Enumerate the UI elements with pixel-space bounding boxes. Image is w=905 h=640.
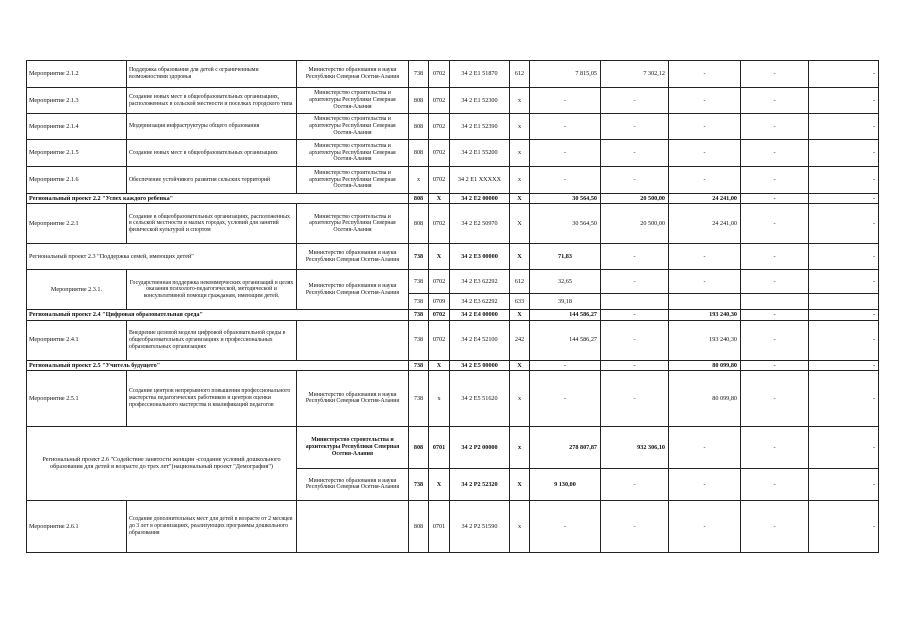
- year4-value: -: [741, 426, 809, 468]
- year2-value: -: [601, 500, 669, 552]
- row-name: Мероприятие 2.1.2: [27, 61, 127, 88]
- expense-type: 242: [510, 320, 530, 360]
- table-row: [27, 320, 879, 360]
- table-row: [27, 270, 879, 294]
- row-description: Создание дополнительных мест для детей в возрасте от 2 месяцев до 3 лет в организациях, реализующих программы дошкольного образования: [127, 500, 297, 552]
- row-description: Создание новых мест в общеобразовательных организациях: [127, 140, 297, 167]
- target-article: 34 2 Е1 52390: [450, 114, 510, 140]
- section-code: 0702: [429, 320, 450, 360]
- year4-value: -: [741, 320, 809, 360]
- row-name: Мероприятие 2.1.4: [27, 114, 127, 140]
- row-organization: Министерство строительства и архитектуры Республики Северная Осетия-Алания: [297, 426, 409, 468]
- section-code: 0702: [429, 167, 450, 194]
- year5-value: -: [809, 204, 879, 244]
- year1-value: 30 564,50: [530, 204, 601, 244]
- year2-value: 20 500,00: [601, 204, 669, 244]
- project-name: Региональный проект 2.3 "Поддержка семей, имеющих детей": [27, 244, 297, 270]
- year4-value: -: [741, 468, 809, 500]
- budget-table: [26, 60, 879, 553]
- year2-value: -: [601, 310, 669, 320]
- year4-value: -: [741, 167, 809, 194]
- year5-value: -: [809, 500, 879, 552]
- year4-value: -: [741, 360, 809, 370]
- year3-value: -: [669, 140, 741, 167]
- expense-type: Х: [510, 310, 530, 320]
- table-row: [27, 140, 879, 167]
- section-code: Х: [429, 194, 450, 204]
- year2-value: -: [601, 360, 669, 370]
- year3-value: 80 099,80: [669, 370, 741, 426]
- section-code: 0702: [429, 88, 450, 114]
- section-code: Х: [429, 468, 450, 500]
- project-row: [27, 244, 879, 270]
- row-organization: [297, 500, 409, 552]
- year1-value: 278 807,87: [530, 426, 601, 468]
- year1-value: 39,18: [530, 294, 601, 310]
- expense-type: х: [510, 426, 530, 468]
- year1-value: -: [530, 500, 601, 552]
- table-row: [27, 204, 879, 244]
- year2-value: 932 306,10: [601, 426, 669, 468]
- table-row: [27, 114, 879, 140]
- grbs-code: 738: [409, 468, 429, 500]
- row-name: Мероприятие 2.6.1: [27, 500, 127, 552]
- year4-value: -: [741, 140, 809, 167]
- year5-value: -: [809, 360, 879, 370]
- row-description: Создание новых мест в общеобразовательных организациях, расположенных в сельской местности и поселках городского типа: [127, 88, 297, 114]
- grbs-code: 808: [409, 194, 429, 204]
- year4-value: -: [741, 194, 809, 204]
- project-name: Региональный проект 2.6 "Содействие занятости женщин -создание условий дошкольного образования для детей в возрасте до трех лет"(национальный проект "Демография"): [27, 426, 297, 500]
- year3-value: -: [669, 61, 741, 88]
- row-name: Мероприятие 2.1.3: [27, 88, 127, 114]
- year1-value: -: [530, 370, 601, 426]
- expense-type: 612: [510, 270, 530, 294]
- year2-value: 7 302,12: [601, 61, 669, 88]
- year3-value: -: [669, 114, 741, 140]
- row-name: Мероприятие 2.1.5: [27, 140, 127, 167]
- year1-value: -: [530, 140, 601, 167]
- expense-type: х: [510, 370, 530, 426]
- section-code: 0702: [429, 61, 450, 88]
- target-article: 34 2 Р2 52320: [450, 468, 510, 500]
- row-organization: Министерство строительства и архитектуры Республики Северная Осетия-Алания: [297, 114, 409, 140]
- row-description: Создание центров непрерывного повышения профессионального мастерства педагогических работников и центров оценки профессионального мастерства и квалификаций педагогов: [127, 370, 297, 426]
- row-organization: [297, 320, 409, 360]
- grbs-code: 738: [409, 320, 429, 360]
- year2-value: -: [601, 88, 669, 114]
- section-code: Х: [429, 244, 450, 270]
- year4-value: -: [741, 244, 809, 270]
- row-name: Мероприятие 2.5.1: [27, 370, 127, 426]
- year3-value: 24 241,00: [669, 194, 741, 204]
- year2-value: -: [601, 320, 669, 360]
- row-description: Модернизация инфраструктуры общего образования: [127, 114, 297, 140]
- expense-type: х: [510, 140, 530, 167]
- project-row: [27, 310, 879, 320]
- expense-type: 612: [510, 61, 530, 88]
- table-row: [27, 500, 879, 552]
- target-article: 34 2 Е1 ХХХХХ: [450, 167, 510, 194]
- target-article: 34 2 Р2 00000: [450, 426, 510, 468]
- target-article: 34 2 Е5 00000: [450, 360, 510, 370]
- year4-value: -: [741, 310, 809, 320]
- grbs-code: 808: [409, 140, 429, 167]
- row-description: Государственная поддержка некоммерческих организаций в целях оказания психолого-педагогической, методической и консультативной помощи гражданам, имеющим детей.: [127, 270, 297, 310]
- year5-value: -: [809, 310, 879, 320]
- year3-value: -: [669, 167, 741, 194]
- project-name: Региональный проект 2.2 "Успех каждого ребенка": [27, 194, 409, 204]
- expense-type: х: [510, 500, 530, 552]
- year4-value: [741, 294, 809, 310]
- section-code: 0701: [429, 426, 450, 468]
- target-article: 34 2 Е3 62292: [450, 294, 510, 310]
- section-code: х: [429, 370, 450, 426]
- table-row: [27, 167, 879, 194]
- year5-value: -: [809, 270, 879, 294]
- grbs-code: х: [409, 167, 429, 194]
- project-row: [27, 426, 879, 468]
- expense-type: х: [510, 167, 530, 194]
- year2-value: 20 500,00: [601, 194, 669, 204]
- section-code: 0702: [429, 204, 450, 244]
- year1-value: 71,83: [530, 244, 601, 270]
- row-description: Поддержка образования для детей с ограниченными возможностями здоровья: [127, 61, 297, 88]
- year5-value: -: [809, 167, 879, 194]
- year3-value: -: [669, 88, 741, 114]
- grbs-code: 738: [409, 244, 429, 270]
- target-article: 34 2 Е1 51870: [450, 61, 510, 88]
- grbs-code: 738: [409, 294, 429, 310]
- grbs-code: 808: [409, 426, 429, 468]
- project-row: [27, 194, 879, 204]
- expense-type: Х: [510, 244, 530, 270]
- section-code: 0709: [429, 294, 450, 310]
- row-organization: Министерство строительства и архитектуры Республики Северная Осетия-Алания: [297, 140, 409, 167]
- year2-value: -: [601, 140, 669, 167]
- row-organization: Министерство образования и науки Республики Северная Осетия-Алания: [297, 468, 409, 500]
- row-organization: Министерство строительства и архитектуры Республики Северная Осетия-Алания: [297, 167, 409, 194]
- expense-type: Х: [510, 360, 530, 370]
- section-code: Х: [429, 360, 450, 370]
- target-article: 34 2 Е2 00000: [450, 194, 510, 204]
- grbs-code: 738: [409, 310, 429, 320]
- row-name: Мероприятие 2.3.1.: [27, 270, 127, 310]
- expense-type: х: [510, 88, 530, 114]
- year5-value: -: [809, 320, 879, 360]
- year2-value: -: [601, 370, 669, 426]
- year3-value: 193 240,30: [669, 320, 741, 360]
- expense-type: Х: [510, 194, 530, 204]
- target-article: 34 2 Е1 55200: [450, 140, 510, 167]
- grbs-code: 738: [409, 360, 429, 370]
- grbs-code: 738: [409, 270, 429, 294]
- table-row: [27, 88, 879, 114]
- target-article: 34 2 Е4 00000: [450, 310, 510, 320]
- year3-value: -: [669, 500, 741, 552]
- target-article: 34 2 Е1 52300: [450, 88, 510, 114]
- year5-value: [809, 294, 879, 310]
- project-name: Региональный проект 2.5 "Учитель будущего": [27, 360, 409, 370]
- section-code: 0702: [429, 270, 450, 294]
- row-description: Создание в общеобразовательных организациях, расположенных в сельской местности и малых городах, условий для занятий физической культурой и спортом: [127, 204, 297, 244]
- section-code: 0701: [429, 500, 450, 552]
- year4-value: -: [741, 270, 809, 294]
- grbs-code: 738: [409, 61, 429, 88]
- year3-value: -: [669, 270, 741, 294]
- section-code: 0702: [429, 114, 450, 140]
- target-article: 34 2 Р2 51590: [450, 500, 510, 552]
- row-name: Мероприятие 2.2.1: [27, 204, 127, 244]
- year5-value: -: [809, 61, 879, 88]
- year4-value: -: [741, 204, 809, 244]
- year1-value: 32,65: [530, 270, 601, 294]
- grbs-code: 808: [409, 500, 429, 552]
- row-organization: Министерство образования и науки Республики Северная Осетия-Алания: [297, 244, 409, 270]
- year2-value: [601, 294, 669, 310]
- table-row: [27, 370, 879, 426]
- row-description: Внедрение целевой модели цифровой образовательной среды в общеобразовательных организациях и профессиональных образовательных организациях: [127, 320, 297, 360]
- year2-value: -: [601, 244, 669, 270]
- year4-value: -: [741, 88, 809, 114]
- year3-value: -: [669, 468, 741, 500]
- year5-value: -: [809, 88, 879, 114]
- year1-value: -: [530, 360, 601, 370]
- expense-type: Х: [510, 204, 530, 244]
- year4-value: -: [741, 114, 809, 140]
- target-article: 34 2 Е3 00000: [450, 244, 510, 270]
- year5-value: -: [809, 244, 879, 270]
- row-organization: Министерство образования и науки Республики Северная Осетия-Алания: [297, 370, 409, 426]
- grbs-code: 808: [409, 114, 429, 140]
- target-article: 34 2 Е3 62292: [450, 270, 510, 294]
- year3-value: [669, 294, 741, 310]
- expense-type: х: [510, 114, 530, 140]
- year3-value: 80 099,80: [669, 360, 741, 370]
- row-name: Мероприятие 2.1.6: [27, 167, 127, 194]
- year3-value: 24 241,00: [669, 204, 741, 244]
- year4-value: -: [741, 370, 809, 426]
- grbs-code: 808: [409, 88, 429, 114]
- year2-value: -: [601, 468, 669, 500]
- section-code: 0702: [429, 310, 450, 320]
- year5-value: -: [809, 468, 879, 500]
- expense-type: Х: [510, 468, 530, 500]
- project-row: [27, 360, 879, 370]
- target-article: 34 2 Е5 51620: [450, 370, 510, 426]
- expense-type: 633: [510, 294, 530, 310]
- year4-value: -: [741, 500, 809, 552]
- year5-value: -: [809, 194, 879, 204]
- year5-value: -: [809, 426, 879, 468]
- year1-value: 144 586,27: [530, 320, 601, 360]
- row-organization: Министерство строительства и архитектуры Республики Северная Осетия-Алания: [297, 88, 409, 114]
- year2-value: -: [601, 270, 669, 294]
- project-name: Региональный проект 2.4 "Цифровая образовательная среда": [27, 310, 409, 320]
- year1-value: 9 130,00: [530, 468, 601, 500]
- year1-value: -: [530, 88, 601, 114]
- year5-value: -: [809, 370, 879, 426]
- table-row: [27, 61, 879, 88]
- year3-value: -: [669, 426, 741, 468]
- year3-value: -: [669, 244, 741, 270]
- grbs-code: 808: [409, 204, 429, 244]
- grbs-code: 738: [409, 370, 429, 426]
- year1-value: 30 564,50: [530, 194, 601, 204]
- year2-value: -: [601, 114, 669, 140]
- row-name: Мероприятие 2.4.1: [27, 320, 127, 360]
- year4-value: -: [741, 61, 809, 88]
- year1-value: 144 586,27: [530, 310, 601, 320]
- year3-value: 193 240,30: [669, 310, 741, 320]
- row-organization: Министерство образования и науки Республики Северная Осетия-Алания: [297, 61, 409, 88]
- row-description: Обеспечение устойчивого развития сельских территорий: [127, 167, 297, 194]
- year1-value: -: [530, 167, 601, 194]
- year5-value: -: [809, 114, 879, 140]
- year2-value: -: [601, 167, 669, 194]
- year1-value: -: [530, 114, 601, 140]
- row-organization: Министерство образования и науки Республики Северная Осетия-Алания: [297, 270, 409, 310]
- year5-value: -: [809, 140, 879, 167]
- row-organization: Министерство строительства и архитектуры Республики Северная Осетия-Алания: [297, 204, 409, 244]
- target-article: 34 2 Е4 52100: [450, 320, 510, 360]
- year1-value: 7 815,05: [530, 61, 601, 88]
- section-code: 0702: [429, 140, 450, 167]
- target-article: 34 2 Е2 50970: [450, 204, 510, 244]
